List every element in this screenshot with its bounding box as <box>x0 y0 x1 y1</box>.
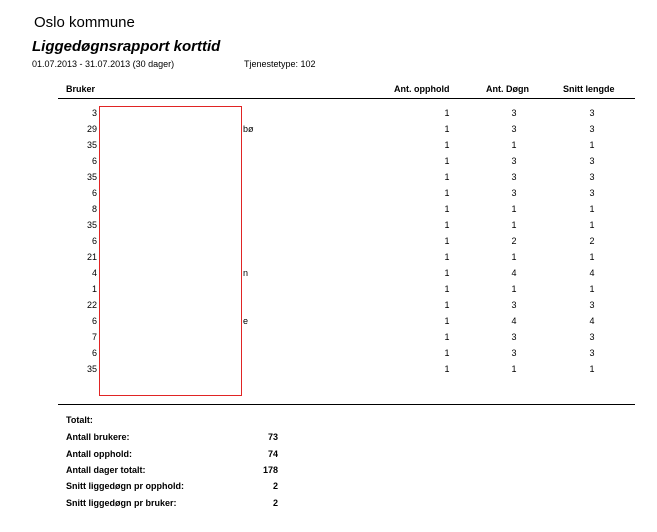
ant-dogn-cell: 3 <box>511 124 517 134</box>
ant-opphold-cell: 1 <box>444 156 450 166</box>
ant-dogn-cell: 3 <box>511 156 517 166</box>
total-label-antall-opphold: Antall opphold: <box>66 449 132 459</box>
bruker-id: 6 <box>91 188 97 198</box>
snitt-lengde-cell: 1 <box>589 220 595 230</box>
ant-opphold-cell: 1 <box>444 252 450 262</box>
bruker-name-fragment: bø <box>243 124 254 134</box>
service-type: Tjenestetype: 102 <box>244 59 316 69</box>
ant-opphold-cell: 1 <box>444 332 450 342</box>
total-value-antall-dager: 178 <box>262 465 278 475</box>
total-label-antall-dager: Antall dager totalt: <box>66 465 146 475</box>
ant-dogn-cell: 3 <box>511 108 517 118</box>
ant-dogn-cell: 3 <box>511 172 517 182</box>
bruker-id: 35 <box>86 364 97 374</box>
snitt-lengde-cell: 3 <box>589 348 595 358</box>
total-label-snitt-pr-opphold: Snitt liggedøgn pr opphold: <box>66 481 184 491</box>
bruker-id: 7 <box>91 332 97 342</box>
bruker-id: 6 <box>91 316 97 326</box>
total-value-antall-brukere: 73 <box>267 432 278 442</box>
snitt-lengde-cell: 3 <box>589 124 595 134</box>
ant-dogn-cell: 3 <box>511 188 517 198</box>
ant-dogn-cell: 2 <box>511 236 517 246</box>
ant-dogn-cell: 1 <box>511 364 517 374</box>
ant-dogn-cell: 1 <box>511 252 517 262</box>
snitt-lengde-cell: 4 <box>589 316 595 326</box>
ant-opphold-cell: 1 <box>444 172 450 182</box>
ant-opphold-cell: 1 <box>444 284 450 294</box>
bruker-id: 22 <box>86 300 97 310</box>
snitt-lengde-cell: 3 <box>589 188 595 198</box>
snitt-lengde-cell: 4 <box>589 268 595 278</box>
bruker-id: 8 <box>91 204 97 214</box>
snitt-lengde-cell: 3 <box>589 172 595 182</box>
ant-opphold-cell: 1 <box>444 364 450 374</box>
total-value-snitt-pr-bruker: 2 <box>272 498 278 508</box>
snitt-lengde-cell: 2 <box>589 236 595 246</box>
total-label-snitt-pr-bruker: Snitt liggedøgn pr bruker: <box>66 498 177 508</box>
ant-dogn-cell: 4 <box>511 316 517 326</box>
bruker-id: 3 <box>91 108 97 118</box>
bruker-id: 35 <box>86 140 97 150</box>
ant-opphold-cell: 1 <box>444 300 450 310</box>
bruker-id: 35 <box>86 220 97 230</box>
bruker-name-fragment: e <box>243 316 249 326</box>
ant-dogn-cell: 3 <box>511 332 517 342</box>
report-period: 01.07.2013 - 31.07.2013 (30 dager) <box>32 59 175 69</box>
snitt-lengde-cell: 3 <box>589 332 595 342</box>
ant-opphold-cell: 1 <box>444 316 450 326</box>
ant-opphold-cell: 1 <box>444 204 450 214</box>
total-value-antall-opphold: 74 <box>267 449 278 459</box>
bruker-id: 35 <box>86 172 97 182</box>
bruker-id: 6 <box>91 156 97 166</box>
bruker-id: 6 <box>91 348 97 358</box>
snitt-lengde-cell: 3 <box>589 108 595 118</box>
total-label-antall-brukere: Antall brukere: <box>66 432 130 442</box>
bruker-id: 6 <box>91 236 97 246</box>
bruker-id: 4 <box>91 268 97 278</box>
ant-dogn-cell: 1 <box>511 284 517 294</box>
report-title: Liggedøgnsrapport korttid <box>32 38 221 55</box>
bruker-id: 29 <box>86 124 97 134</box>
ant-opphold-cell: 1 <box>444 268 450 278</box>
bruker-id: 1 <box>91 284 97 294</box>
bruker-name-fragment: n <box>243 268 249 278</box>
header-rule <box>58 98 635 99</box>
total-value-snitt-pr-opphold: 2 <box>272 481 278 491</box>
snitt-lengde-cell: 1 <box>589 364 595 374</box>
ant-opphold-cell: 1 <box>444 108 450 118</box>
organization-name: Oslo kommune <box>34 14 135 31</box>
ant-opphold-cell: 1 <box>444 124 450 134</box>
header-bruker: Bruker <box>66 84 96 94</box>
ant-dogn-cell: 3 <box>511 300 517 310</box>
redaction-box <box>99 106 242 396</box>
header-ant-dogn: Ant. Døgn <box>486 84 529 94</box>
totals-heading: Totalt: <box>66 415 93 425</box>
ant-dogn-cell: 1 <box>511 204 517 214</box>
snitt-lengde-cell: 1 <box>589 204 595 214</box>
ant-opphold-cell: 1 <box>444 220 450 230</box>
ant-opphold-cell: 1 <box>444 236 450 246</box>
ant-opphold-cell: 1 <box>444 348 450 358</box>
ant-opphold-cell: 1 <box>444 140 450 150</box>
header-snitt-lengde: Snitt lengde <box>563 84 615 94</box>
snitt-lengde-cell: 1 <box>589 284 595 294</box>
ant-dogn-cell: 3 <box>511 348 517 358</box>
snitt-lengde-cell: 3 <box>589 300 595 310</box>
ant-opphold-cell: 1 <box>444 188 450 198</box>
bruker-id: 21 <box>86 252 97 262</box>
header-ant-opphold: Ant. opphold <box>394 84 450 94</box>
snitt-lengde-cell: 1 <box>589 252 595 262</box>
snitt-lengde-cell: 1 <box>589 140 595 150</box>
snitt-lengde-cell: 3 <box>589 156 595 166</box>
totals-rule <box>58 404 635 405</box>
ant-dogn-cell: 1 <box>511 140 517 150</box>
ant-dogn-cell: 1 <box>511 220 517 230</box>
ant-dogn-cell: 4 <box>511 268 517 278</box>
